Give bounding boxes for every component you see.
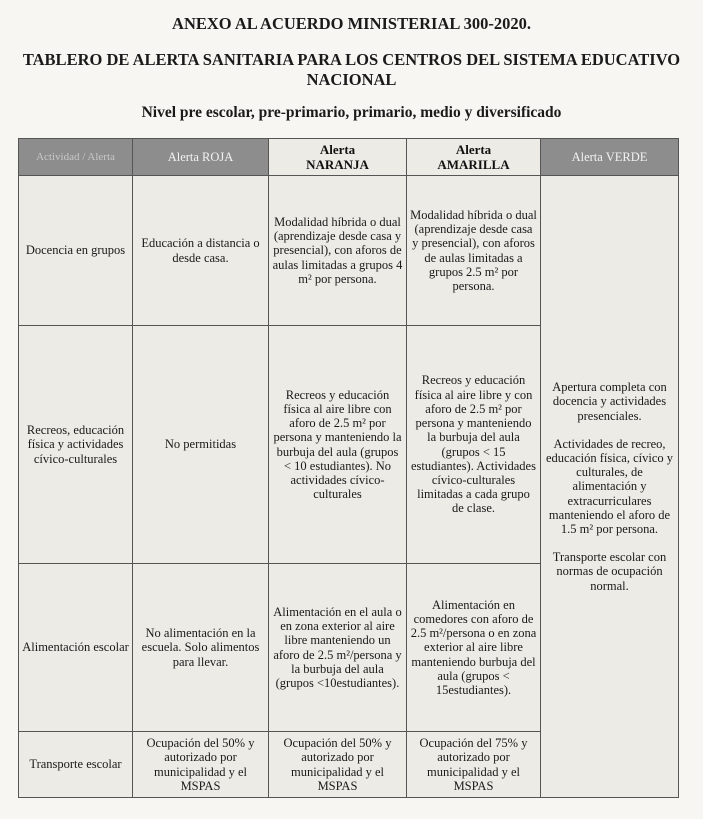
table-row (19, 176, 679, 326)
verde-text-2: Actividades de recreo, educación física, cívico y culturales, de alimentación y extracurriculares manteniendo el aforo de 1.5 m² por persona. (545, 436, 674, 536)
cell-naranja: Modalidad híbrida o dual (aprendizaje desde casa y presencial), con aforos de aulas limitadas a grupos 4 m² por persona. (269, 176, 407, 326)
cell-amarilla: Alimentación en comedores con aforo de 2.5 m²/persona o en zona exterior al aire libre manteniendo burbuja del aula (grupos < 15estudiantes). (407, 564, 541, 732)
cell-amarilla: Ocupación del 75% y autorizado por municipalidad y el MSPAS (407, 732, 541, 798)
cell-roja: No permitidas (133, 326, 269, 564)
row-activity: Docencia en grupos (19, 176, 133, 326)
header-amarilla-line2: AMARILLA (437, 157, 510, 172)
header-naranja-line2: NARANJA (306, 157, 369, 172)
cell-roja: Ocupación del 50% y autorizado por municipalidad y el MSPAS (133, 732, 269, 798)
cell-amarilla: Recreos y educación física al aire libre y con aforo de 2.5 m² por persona y manteniendo la burbuja del aula (grupos < 15 estudiantes). Actividades cívico-culturales limitadas a cada grupo de clase. (407, 326, 541, 564)
annex-title: ANEXO AL ACUERDO MINISTERIAL 300-2020. (172, 14, 531, 33)
header-amarilla-line1: Alerta (455, 142, 492, 157)
header-roja: Alerta ROJA (133, 139, 269, 176)
subtitle: Nivel pre escolar, pre-primario, primario, medio y diversificado (141, 104, 562, 121)
verde-text-1: Apertura completa con docencia y actividades presenciales. (552, 380, 667, 423)
row-activity: Recreos, educación física y actividades cívico-culturales (19, 326, 133, 564)
header-row (19, 139, 679, 176)
header-amarilla (407, 139, 541, 176)
row-activity: Transporte escolar (19, 732, 133, 798)
cell-roja: Educación a distancia o desde casa. (133, 176, 269, 326)
main-title: TABLERO DE ALERTA SANITARIA PARA LOS CENTROS DEL SISTEMA EDUCATIVO NACIONAL (22, 50, 681, 89)
cell-naranja: Recreos y educación física al aire libre con aforo de 2.5 m² por persona y manteniendo la burbuja del aula (grupos < 10 estudiantes). No actividades cívico-culturales (269, 326, 407, 564)
header-naranja (269, 139, 407, 176)
alert-table (18, 138, 679, 798)
cell-roja: No alimentación en la escuela. Solo alimentos para llevar. (133, 564, 269, 732)
verde-text-3: Transporte escolar con normas de ocupación normal. (552, 550, 667, 593)
header-activity: Actividad / Alerta (19, 139, 133, 176)
cell-naranja: Ocupación del 50% y autorizado por municipalidad y el MSPAS (269, 732, 407, 798)
cell-verde (541, 176, 679, 798)
cell-naranja: Alimentación en el aula o en zona exterior al aire libre manteniendo un aforo de 2.5 m²/persona y la burbuja del aula (grupos <10estudiantes). (269, 564, 407, 732)
header-verde: Alerta VERDE (541, 139, 679, 176)
cell-amarilla: Modalidad híbrida o dual (aprendizaje desde casa y presencial), con aforos de aulas limitadas a grupos 2.5 m² por persona. (407, 176, 541, 326)
row-activity: Alimentación escolar (19, 564, 133, 732)
header-naranja-line1: Alerta (319, 142, 356, 157)
